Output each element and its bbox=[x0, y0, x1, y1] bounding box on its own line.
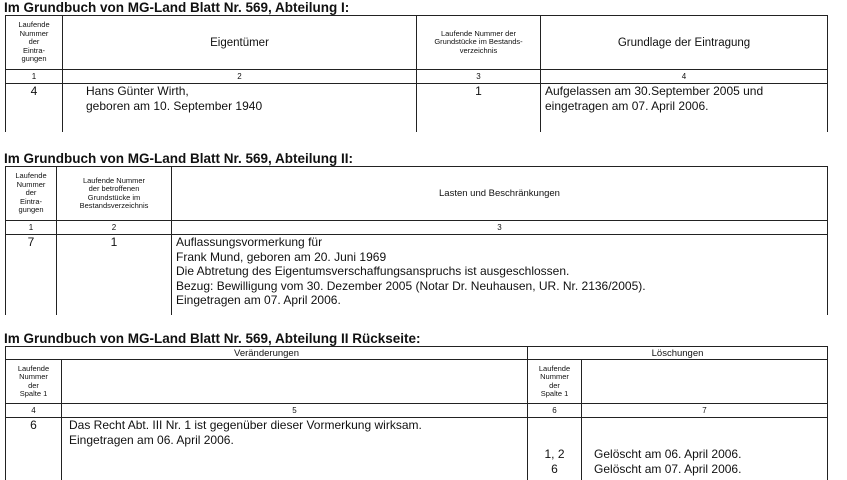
col-number: 1 bbox=[6, 221, 57, 235]
header-lasten: Lasten und Beschränkungen bbox=[172, 167, 828, 221]
table-abteilung-2 bbox=[5, 166, 828, 315]
col-number: 1 bbox=[6, 70, 63, 84]
basis-cell: Aufgelassen am 30.September 2005 und eingetragen am 07. April 2006. bbox=[541, 84, 828, 132]
plot-number: 1 bbox=[417, 84, 541, 132]
header-veraenderungen: Veränderungen bbox=[6, 347, 528, 360]
burden-cell: Auflassungsvormerkung für Frank Mund, geboren am 20. Juni 1969 Die Abtretung des Eigentumsverschaffungsanspruchs ist ausgeschlossen. Bezug: Bewilligung vom 30. Dezember 2005 (Notar Dr. Neuhausen, UR. Nr. 2136/2005). Eingetragen am 07. April 2006. bbox=[172, 235, 828, 315]
section-title-abteilung-2: Im Grundbuch von MG-Land Blatt Nr. 569, Abteilung II: bbox=[4, 151, 354, 166]
table-row bbox=[6, 235, 828, 315]
table-abteilung-2-rueckseite bbox=[5, 346, 828, 480]
header-eigentuemer: Eigentümer bbox=[63, 16, 417, 70]
table-row bbox=[6, 418, 828, 480]
entry-number: 4 bbox=[6, 84, 63, 132]
col-number: 4 bbox=[6, 404, 62, 418]
deletion-text-cell: Gelöscht am 06. April 2006. Gelöscht am 07. April 2006. bbox=[582, 418, 828, 480]
header-grundlage: Grundlage der Eintragung bbox=[541, 16, 828, 70]
table-row bbox=[6, 84, 828, 132]
deletion-number-cell: 1, 2 6 bbox=[528, 418, 582, 480]
header-betroffene-grundstuecke: Laufende Nummer der betroffenen Grundstücke im Bestandsverzeichnis bbox=[57, 167, 172, 221]
header-empty bbox=[62, 360, 528, 404]
entry-number: 6 bbox=[6, 418, 62, 480]
section-title-abteilung-2-rueckseite: Im Grundbuch von MG-Land Blatt Nr. 569, Abteilung II Rückseite: bbox=[4, 331, 421, 346]
header-loeschungen: Löschungen bbox=[528, 347, 828, 360]
col-number: 5 bbox=[62, 404, 528, 418]
col-number: 7 bbox=[582, 404, 828, 418]
col-number: 4 bbox=[541, 70, 828, 84]
col-number: 3 bbox=[417, 70, 541, 84]
header-empty bbox=[582, 360, 828, 404]
header-laufende-nummer-spalte: Laufende Nummer der Spalte 1 bbox=[528, 360, 582, 404]
col-number: 3 bbox=[172, 221, 828, 235]
header-grundstuecke: Laufende Nummer der Grundstücke im Bestands- verzeichnis bbox=[417, 16, 541, 70]
owner-cell: Hans Günter Wirth, geboren am 10. September 1940 bbox=[63, 84, 417, 132]
plot-number: 1 bbox=[57, 235, 172, 315]
col-number: 2 bbox=[57, 221, 172, 235]
header-laufende-nummer-spalte: Laufende Nummer der Spalte 1 bbox=[6, 360, 62, 404]
header-laufende-nummer: Laufende Nummer der Eintra- gungen bbox=[6, 16, 63, 70]
header-laufende-nummer: Laufende Nummer der Eintra- gungen bbox=[6, 167, 57, 221]
col-number: 6 bbox=[528, 404, 582, 418]
section-title-abteilung-1: Im Grundbuch von MG-Land Blatt Nr. 569, Abteilung I: bbox=[4, 0, 350, 15]
change-cell: Das Recht Abt. III Nr. 1 ist gegenüber dieser Vormerkung wirksam. Eingetragen am 06. April 2006. bbox=[62, 418, 528, 480]
table-abteilung-1 bbox=[5, 15, 828, 132]
col-number: 2 bbox=[63, 70, 417, 84]
entry-number: 7 bbox=[6, 235, 57, 315]
